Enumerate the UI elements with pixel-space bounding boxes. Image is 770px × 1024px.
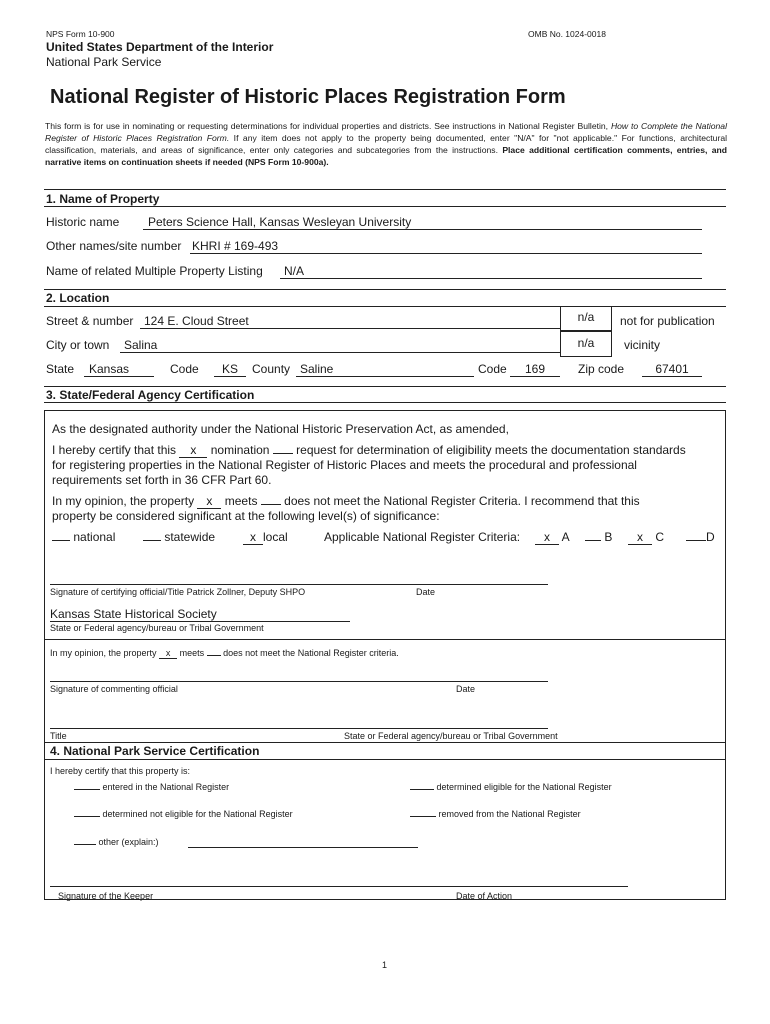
criterion-c: x C: [628, 530, 664, 545]
divider: [44, 189, 726, 190]
national-mark[interactable]: [52, 540, 70, 541]
certifying-date-label: Date: [416, 587, 436, 597]
historic-name-field[interactable]: Peters Science Hall, Kansas Wesleyan University: [143, 215, 702, 230]
divider: [44, 206, 726, 207]
divider: [44, 402, 726, 403]
title-agency-label: State or Federal agency/bureau or Tribal Government: [344, 731, 558, 741]
local-mark[interactable]: x: [243, 530, 263, 545]
page-title: National Register of Historic Places Registration Form: [50, 86, 566, 108]
county-label: County: [252, 362, 291, 376]
other-names-field[interactable]: KHRI # 169-493: [190, 239, 702, 254]
page-number: 1: [382, 960, 388, 970]
request-mark[interactable]: [273, 453, 293, 454]
zip-label: Zip code: [578, 362, 625, 376]
vicinity-label: vicinity: [624, 338, 661, 352]
mpl-field[interactable]: N/A: [280, 264, 702, 279]
eligible-mark[interactable]: [410, 789, 434, 790]
action-date-label: Date of Action: [456, 891, 513, 901]
divider: [44, 639, 726, 640]
option-removed: removed from the National Register: [410, 809, 581, 819]
service-name: National Park Service: [46, 55, 162, 69]
section-4-heading: 4. National Park Service Certification: [50, 744, 260, 758]
omb-number: OMB No. 1024-0018: [528, 29, 606, 39]
not-for-publication-box[interactable]: n/a: [560, 306, 612, 331]
divider: [44, 289, 726, 290]
comment-opinion-line: In my opinion, the property x meets does not meet the National Register criteria.: [50, 648, 399, 658]
form-number: NPS Form 10-900: [46, 29, 115, 39]
divider: [44, 386, 726, 387]
certifying-signature-label: Signature of certifying official/Title Patrick Zollner, Deputy SHPO: [50, 587, 306, 597]
department-name: United States Department of the Interior: [46, 40, 274, 54]
form-instructions: This form is for use in nominating or requesting determinations for individual properties and districts. See instructions in National Register Bulletin, How to Complete the National Register of Historic Places Registration Form. If any item does not apply to the property being documented, enter "N/A" for "not applicable." For functions, architectural classification, materials, and areas of significance, enter only categories and subcategories from the instructions. Place additional certification comments, entries, and narrative items on continuation sheets if needed (NPS Form 10-900a).: [45, 121, 728, 167]
certify-line-3: requirements set forth in 36 CFR Part 60.: [52, 473, 272, 487]
option-not-eligible: determined not eligible for the National Register: [74, 809, 293, 819]
commenting-date-label: Date: [456, 684, 476, 694]
criterion-b-mark[interactable]: [585, 540, 601, 541]
opinion-line-2: property be considered significant at the following level(s) of significance:: [52, 509, 440, 523]
nomination-mark[interactable]: x: [179, 443, 207, 458]
section-3-heading: 3. State/Federal Agency Certification: [46, 388, 255, 402]
other-explain-line[interactable]: [188, 847, 418, 848]
agency-field[interactable]: Kansas State Historical Society: [50, 607, 350, 622]
title-label: Title: [50, 731, 67, 741]
criterion-c-mark[interactable]: x: [628, 530, 652, 545]
zip-field[interactable]: 67401: [642, 362, 702, 377]
comment-does-not-meet-mark[interactable]: [207, 655, 221, 656]
street-label: Street & number: [46, 314, 134, 328]
keeper-signature-line[interactable]: [50, 886, 628, 887]
option-entered: entered in the National Register: [74, 782, 229, 792]
meets-mark[interactable]: x: [197, 494, 221, 509]
criterion-d: D: [686, 530, 715, 544]
criterion-a-mark[interactable]: x: [535, 530, 559, 545]
signature-line[interactable]: [50, 584, 548, 585]
mpl-label: Name of related Multiple Property Listing: [46, 264, 263, 278]
commenting-signature-label: Signature of commenting official: [50, 684, 178, 694]
county-code-field[interactable]: 169: [510, 362, 560, 377]
criterion-b: B: [585, 530, 612, 544]
vicinity-box[interactable]: n/a: [560, 331, 612, 357]
comment-meets-mark[interactable]: x: [159, 648, 177, 659]
removed-mark[interactable]: [410, 816, 436, 817]
criteria-label: Applicable National Register Criteria:: [324, 530, 521, 544]
section-1-heading: 1. Name of Property: [46, 192, 160, 206]
agency-label: State or Federal agency/bureau or Tribal Government: [50, 623, 264, 633]
title-line[interactable]: [50, 728, 548, 729]
city-field[interactable]: Salina: [120, 338, 560, 353]
other-names-label: Other names/site number: [46, 239, 182, 253]
keeper-signature-label: Signature of the Keeper: [58, 891, 154, 901]
historic-name-label: Historic name: [46, 215, 120, 229]
criterion-a: x A: [535, 530, 570, 545]
option-other: other (explain:): [74, 837, 159, 847]
nps-certify-text: I hereby certify that this property is:: [50, 766, 191, 776]
state-code-field[interactable]: KS: [214, 362, 246, 377]
county-field[interactable]: Saline: [296, 362, 474, 377]
not-for-publication-label: not for publication: [620, 314, 715, 328]
state-label: State: [46, 362, 75, 376]
divider: [44, 742, 726, 743]
state-field[interactable]: Kansas: [84, 362, 154, 377]
certify-line-1: I hereby certify that this x nomination request for determination of eligibility meets the documentation standards: [52, 443, 686, 457]
other-mark[interactable]: [74, 844, 96, 845]
divider: [44, 306, 726, 307]
statewide-mark[interactable]: [143, 540, 161, 541]
entered-mark[interactable]: [74, 789, 100, 790]
level-local: x local: [243, 530, 288, 545]
authority-text: As the designated authority under the National Historic Preservation Act, as amended,: [52, 422, 509, 436]
certify-line-2: for registering properties in the National Register of Historic Places and meets the procedural and professional: [52, 458, 637, 472]
not-eligible-mark[interactable]: [74, 816, 100, 817]
divider: [44, 759, 726, 760]
criterion-d-mark[interactable]: [686, 540, 706, 541]
level-statewide: statewide: [143, 530, 215, 544]
section-2-heading: 2. Location: [46, 291, 110, 305]
opinion-line-1: In my opinion, the property x meets does not meet the National Register Criteria. I recommend that this: [52, 494, 640, 508]
does-not-meet-mark[interactable]: [261, 504, 281, 505]
city-label: City or town: [46, 338, 110, 352]
county-code-label: Code: [478, 362, 507, 376]
signature-line[interactable]: [50, 681, 548, 682]
level-national: national: [52, 530, 115, 544]
state-code-label: Code: [170, 362, 199, 376]
street-field[interactable]: 124 E. Cloud Street: [140, 314, 560, 329]
option-eligible: determined eligible for the National Register: [410, 782, 612, 792]
